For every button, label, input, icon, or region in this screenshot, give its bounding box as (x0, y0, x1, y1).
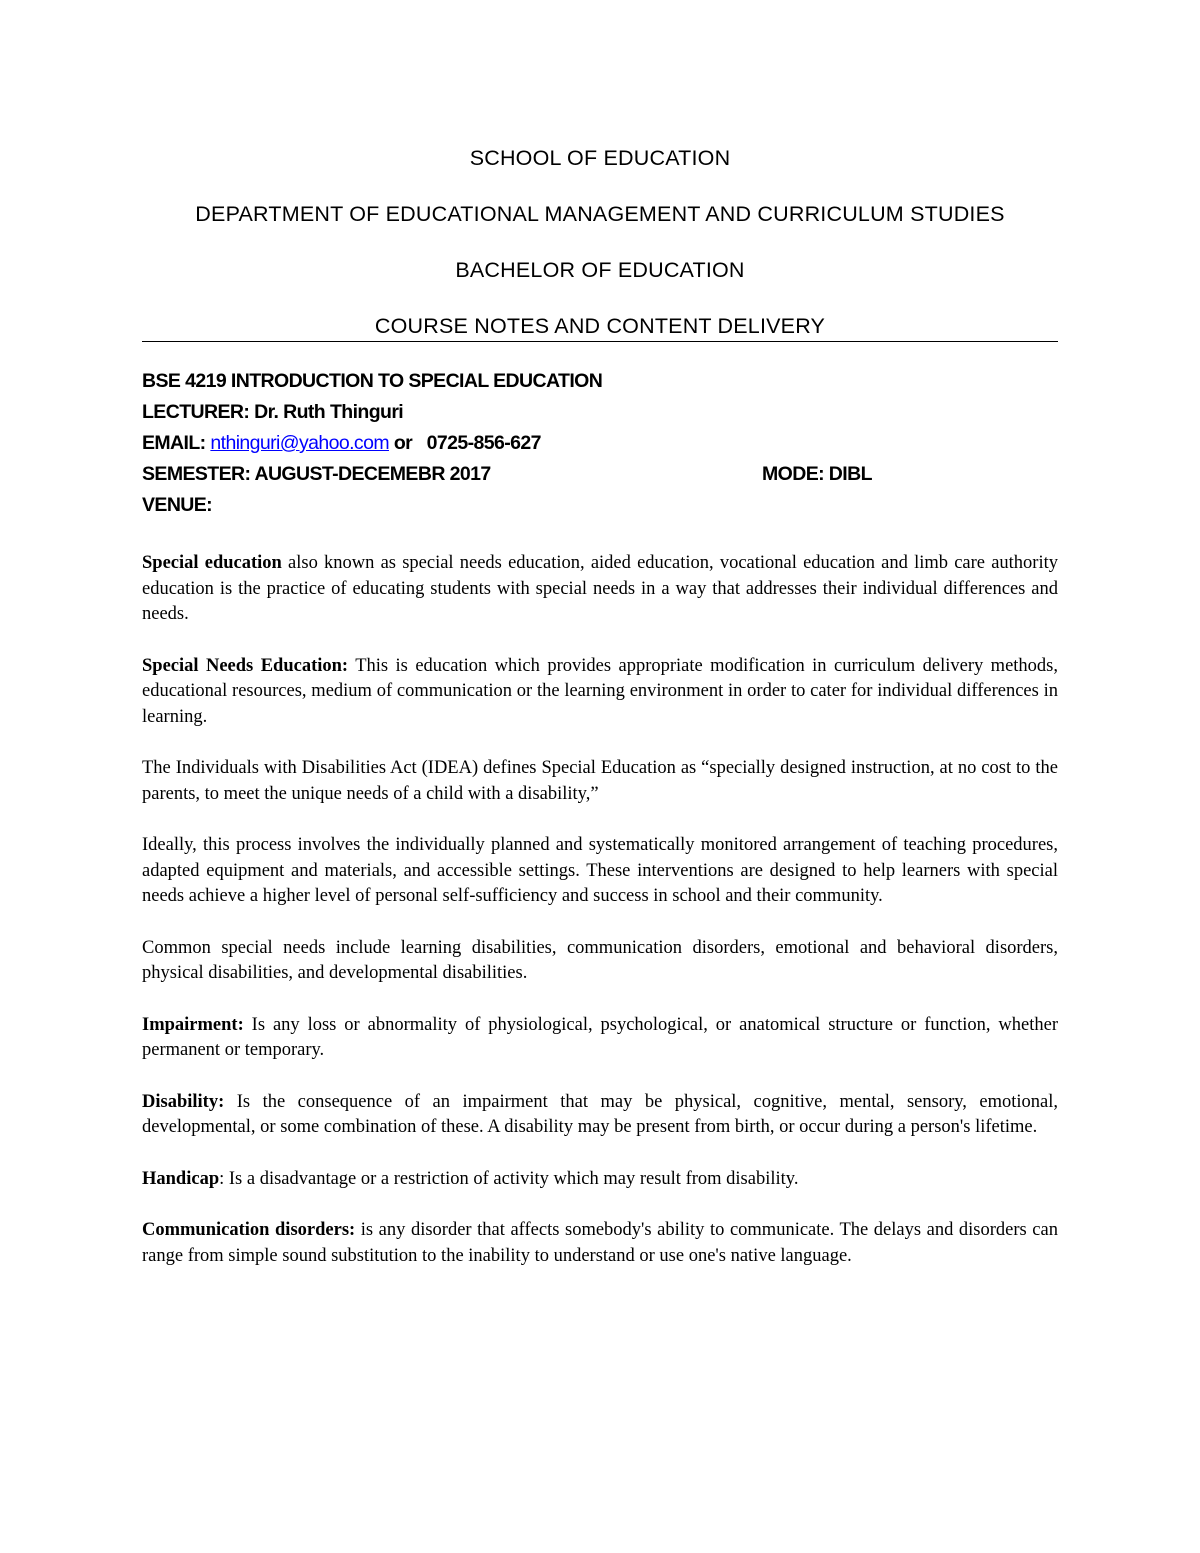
term-handicap: Handicap (142, 1168, 220, 1189)
department-heading: DEPARTMENT OF EDUCATIONAL MANAGEMENT AND CURRICULUM STUDIES (195, 202, 1005, 226)
paragraph-special-needs-education (142, 654, 1058, 731)
lecturer-line (142, 397, 1058, 428)
term-special-needs-education: Special Needs Education: (142, 655, 349, 676)
term-disability: Disability: (142, 1091, 225, 1112)
lecturer-name: Dr. Ruth Thinguri (254, 401, 404, 423)
or-text: or (393, 432, 413, 454)
definition-text: Is any loss or abnormality of physiological, psychological, or anatomical structure or function, whether permanent or temporary. (142, 1014, 1058, 1060)
document-header (142, 140, 1058, 364)
paragraph-special-education (142, 551, 1058, 628)
title-underline (142, 341, 1058, 342)
paragraph-disability (142, 1090, 1058, 1141)
paragraph-process: Ideally, this process involves the individually planned and systematically monitored arrangement of teaching procedures, adapted equipment and materials, and accessible settings. These interventions are designed to help learners with special needs achieve a higher level of personal self-sufficiency and success in school and their community. (142, 835, 1058, 906)
phone-number: 0725-856-627 (426, 432, 541, 454)
email-label: EMAIL: (142, 432, 206, 454)
email-link[interactable]: nthinguri@yahoo.com (210, 432, 389, 454)
school-heading: SCHOOL OF EDUCATION (469, 146, 731, 170)
semester-text: SEMESTER: AUGUST-DECEMEBR 2017 (142, 463, 491, 485)
document-title: COURSE NOTES AND CONTENT DELIVERY (374, 314, 826, 338)
paragraph-impairment (142, 1013, 1058, 1064)
paragraph-common-needs: Common special needs include learning disabilities, communication disorders, emotional and behavioral disorders, physical disabilities, and developmental disabilities. (142, 937, 1058, 983)
course-code-title: BSE 4219 INTRODUCTION TO SPECIAL EDUCATION (142, 370, 603, 392)
definition-text: is any disorder that affects somebody's ability to communicate. The delays and disorders can range from simple sound substitution to the inability to understand or use one's native language. (142, 1220, 1058, 1266)
term-impairment: Impairment: (142, 1014, 244, 1035)
course-notes-body (142, 551, 1058, 1295)
mode-text: MODE: DIBL (762, 463, 872, 485)
paragraph-communication-disorders (142, 1218, 1058, 1269)
lecturer-label: LECTURER: (142, 401, 250, 423)
definition-text: : Is a disadvantage or a restriction of activity which may result from disability. (219, 1168, 799, 1189)
course-info (142, 366, 1058, 521)
paragraph-handicap (142, 1167, 1058, 1193)
venue-line: VENUE: (142, 494, 213, 516)
email-line (142, 428, 1058, 459)
definition-text: also known as special needs education, aided education, vocational education and limb care authority education is the practice of educating students with special needs in a way that addresses their individual differences and needs. (142, 553, 1058, 624)
paragraph-idea-definition: The Individuals with Disabilities Act (IDEA) defines Special Education as “specially designed instruction, at no cost to the parents, to meet the unique needs of a child with a disability,” (142, 758, 1058, 804)
semester-line (142, 459, 1058, 490)
term-communication-disorders: Communication disorders: (142, 1220, 356, 1240)
term-special-education: Special education (142, 553, 282, 573)
definition-text: This is education which provides appropriate modification in curriculum delivery methods, educational resources, medium of communication or the learning environment in order to cater for individual differences in learning. (142, 655, 1058, 727)
programme-heading: BACHELOR OF EDUCATION (455, 258, 745, 282)
definition-text: Is the consequence of an impairment that may be physical, cognitive, mental, sensory, emotional, developmental, or some combination of these. A disability may be present from birth, or occur during a person's lifetime. (142, 1091, 1058, 1137)
